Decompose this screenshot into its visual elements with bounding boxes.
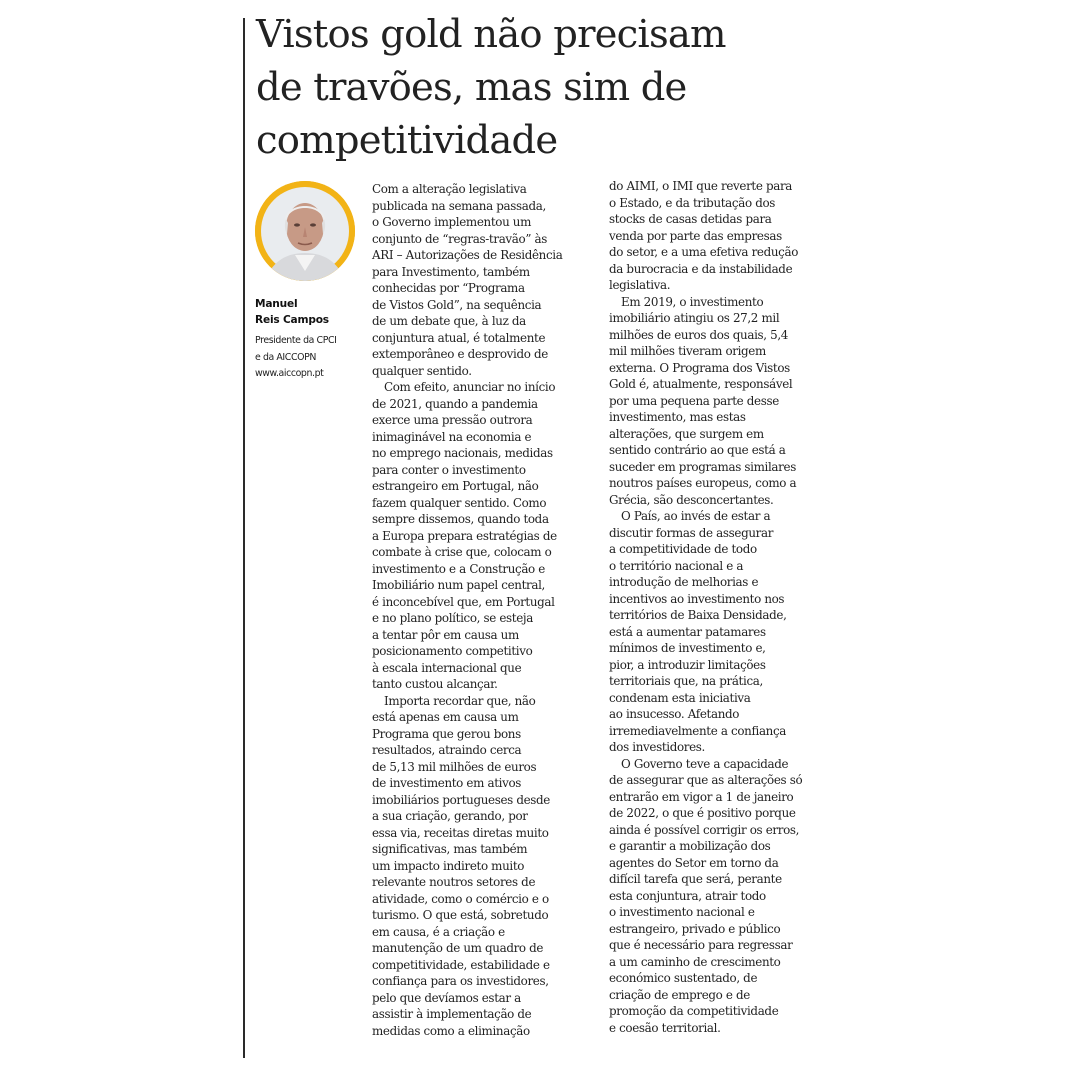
- article-text-line: estrangeiro em Portugal, não: [372, 479, 539, 493]
- article-text-line: que é necessário para regressar: [609, 938, 793, 952]
- article-text-line: em causa, é a criação e: [372, 924, 505, 939]
- article-text-line: do AIMI, o IMI que reverte para: [609, 179, 793, 193]
- article-column-2: [609, 178, 834, 1036]
- article-text-line: resultados, atraindo cerca: [372, 743, 522, 757]
- author-portrait-icon: [255, 181, 355, 281]
- article-text-line: e no plano político, se esteja: [372, 611, 533, 625]
- author-website: www.aiccopn.pt: [255, 368, 324, 379]
- article-text-line: Grécia, são desconcertantes.: [609, 492, 774, 507]
- article-text-line: discutir formas de assegurar: [609, 525, 774, 540]
- article-text-line: condenam esta iniciativa: [609, 690, 751, 705]
- article-text-line: noutros países europeus, como a: [609, 476, 797, 490]
- author-name-line: Reis Campos: [255, 313, 329, 326]
- article-text-line: publicada na semana passada,: [372, 198, 546, 213]
- article-text-line: para Investimento, também: [372, 264, 530, 279]
- article-text-line: extemporâneo e desprovido de: [372, 347, 548, 361]
- article-text-line: económico sustentado, de: [609, 971, 758, 985]
- article-text-line: combate à crise que, colocam o: [372, 545, 552, 559]
- article-text-line: relevante noutros setores de: [372, 875, 536, 889]
- article-text-line: stocks de casas detidas para: [609, 212, 772, 226]
- article-text-line: turismo. O que está, sobretudo: [372, 908, 549, 922]
- article-text-line: milhões de euros dos quais, 5,4: [609, 327, 788, 342]
- article-text-line: territoriais que, na prática,: [609, 674, 763, 688]
- article-text-line: entrarão em vigor a 1 de janeiro: [609, 789, 794, 804]
- article-text-line: dos investidores.: [609, 740, 705, 754]
- headline-line: Vistos gold não precisam: [256, 12, 726, 57]
- article-text-line: Importa recordar que, não: [384, 693, 536, 708]
- article-text-line: difícil tarefa que será, perante: [609, 872, 782, 886]
- article-text-line: promoção da competitividade: [609, 1004, 779, 1018]
- article-text-line: competitividade, estabilidade e: [372, 957, 550, 972]
- article-text-line: está a aumentar patamares: [609, 624, 766, 639]
- article-text-line: o investimento nacional e: [609, 905, 755, 919]
- article-text-line: da burocracia e da instabilidade: [609, 261, 793, 276]
- article-text-line: tanto custou alcançar.: [372, 677, 498, 691]
- article-text-line: a Europa prepara estratégias de: [372, 528, 557, 543]
- author-name: [255, 297, 329, 328]
- article-text-line: introdução de melhorias e: [609, 575, 759, 589]
- article-text-line: sempre dissemos, quando toda: [372, 512, 549, 526]
- article-text-line: Com a alteração legislativa: [372, 182, 527, 196]
- article-text-line: de investimento em ativos: [372, 776, 522, 790]
- article-text-line: manutenção de um quadro de: [372, 941, 544, 955]
- article-text-line: Gold é, atualmente, responsável: [609, 377, 793, 391]
- article-text-line: conjunto de “regras-travão” às: [372, 231, 547, 246]
- article-text-line: estrangeiro, privado e público: [609, 921, 781, 936]
- article-text-line: de assegurar que as alterações só: [609, 773, 803, 787]
- article-text-line: por uma pequena parte desse: [609, 393, 779, 408]
- article-text-line: a competitividade de todo: [609, 542, 757, 556]
- author-credentials: [255, 333, 336, 383]
- article-text-line: e garantir a mobilização dos: [609, 839, 771, 853]
- article-text-line: sentido contrário ao que está a: [609, 443, 786, 457]
- article-text-line: venda por parte das empresas: [609, 228, 782, 243]
- article-text-line: de 2022, o que é positivo porque: [609, 806, 796, 820]
- article-text-line: suceder em programas similares: [609, 459, 796, 474]
- article-text-line: para conter o investimento: [372, 462, 526, 477]
- article-text-line: externa. O Programa dos Vistos: [609, 360, 790, 375]
- article-text-line: incentivos ao investimento nos: [609, 591, 785, 606]
- article-text-line: exerce uma pressão outrora: [372, 413, 533, 427]
- article-text-line: a um caminho de crescimento: [609, 954, 781, 969]
- article-text-line: conhecidas por “Programa: [372, 281, 525, 295]
- article-text-line: irremediavelmente a confiança: [609, 723, 787, 738]
- article-text-line: atividade, como o comércio e o: [372, 891, 549, 906]
- article-text-line: mil milhões tiveram origem: [609, 344, 766, 358]
- article-text-line: imobiliários portugueses desde: [372, 792, 550, 807]
- article-text-line: ainda é possível corrigir os erros,: [609, 822, 800, 837]
- article-text-line: ao insucesso. Afetando: [609, 707, 740, 721]
- article-text-line: significativas, mas também: [372, 842, 528, 856]
- article-column-1: [372, 181, 587, 1039]
- article-text-line: é inconcebível que, em Portugal: [372, 594, 555, 609]
- article-text-line: alterações, que surgem em: [609, 426, 764, 441]
- author-role-line: e da AICCOPN: [255, 351, 316, 363]
- article-text-line: territórios de Baixa Densidade,: [609, 608, 787, 622]
- article-headline: [256, 8, 816, 167]
- article-text-line: um impacto indireto muito: [372, 858, 525, 873]
- article-text-line: o Estado, e da tributação dos: [609, 195, 776, 210]
- article-text-line: pelo que devíamos estar a: [372, 990, 521, 1005]
- article-text-line: está apenas em causa um: [372, 710, 519, 724]
- article-text-line: fazem qualquer sentido. Como: [372, 495, 547, 510]
- article-text-line: Em 2019, o investimento: [621, 294, 764, 309]
- article-text-line: confiança para os investidores,: [372, 974, 549, 988]
- article-text-line: do setor, e a uma efetiva redução: [609, 245, 799, 259]
- article-text-line: de 2021, quando a pandemia: [372, 396, 538, 411]
- article-text-line: de Vistos Gold”, na sequência: [372, 297, 542, 312]
- article-text-line: medidas como a eliminação: [372, 1023, 530, 1038]
- article-text-line: Imobiliário num papel central,: [372, 578, 545, 592]
- article-text-line: à escala internacional que: [372, 660, 522, 675]
- article-text-line: agentes do Setor em torno da: [609, 855, 779, 870]
- article-text-line: O País, ao invés de estar a: [621, 509, 771, 523]
- article-text-line: conjuntura atual, é totalmente: [372, 330, 546, 345]
- article-text-line: de 5,13 mil milhões de euros: [372, 759, 537, 774]
- headline-line: competitividade: [256, 118, 558, 163]
- article-text-line: criação de emprego e de: [609, 987, 750, 1002]
- article-text-line: investimento, mas estas: [609, 410, 746, 424]
- article-text-line: O Governo teve a capacidade: [621, 756, 789, 771]
- author-name-line: Manuel: [255, 298, 298, 310]
- article-text-line: assistir à implementação de: [372, 1007, 532, 1021]
- author-photo: [255, 181, 355, 281]
- article-text-line: posicionamento competitivo: [372, 644, 533, 658]
- article-text-line: o território nacional e a: [609, 558, 744, 573]
- article-text-line: a sua criação, gerando, por: [372, 809, 528, 823]
- article-text-line: de um debate que, à luz da: [372, 314, 526, 328]
- article-text-line: no emprego nacionais, medidas: [372, 446, 553, 460]
- article-text-line: Programa que gerou bons: [372, 726, 521, 741]
- article-text-line: e coesão territorial.: [609, 1020, 721, 1035]
- article-text-line: esta conjuntura, atrair todo: [609, 888, 766, 903]
- article-text-line: ARI – Autorizações de Residência: [372, 248, 563, 262]
- author-role-line: Presidente da CPCI: [255, 335, 337, 346]
- article-text-line: o Governo implementou um: [372, 215, 532, 229]
- headline-line: de travões, mas sim de: [256, 65, 687, 110]
- article-text-line: essa via, receitas diretas muito: [372, 825, 549, 840]
- article-text-line: imobiliário atingiu os 27,2 mil: [609, 311, 780, 325]
- article-text-line: inimaginável na economia e: [372, 429, 532, 444]
- article-text-line: a tentar pôr em causa um: [372, 627, 519, 642]
- article-text-line: mínimos de investimento e,: [609, 641, 766, 655]
- column-divider-rule: [243, 18, 245, 1058]
- article-text-line: qualquer sentido.: [372, 363, 472, 378]
- article-text-line: legislativa.: [609, 278, 671, 292]
- article-text-line: investimento e a Construção e: [372, 561, 545, 576]
- article-text-line: Com efeito, anunciar no início: [384, 380, 556, 394]
- article-text-line: pior, a introduzir limitações: [609, 657, 766, 672]
